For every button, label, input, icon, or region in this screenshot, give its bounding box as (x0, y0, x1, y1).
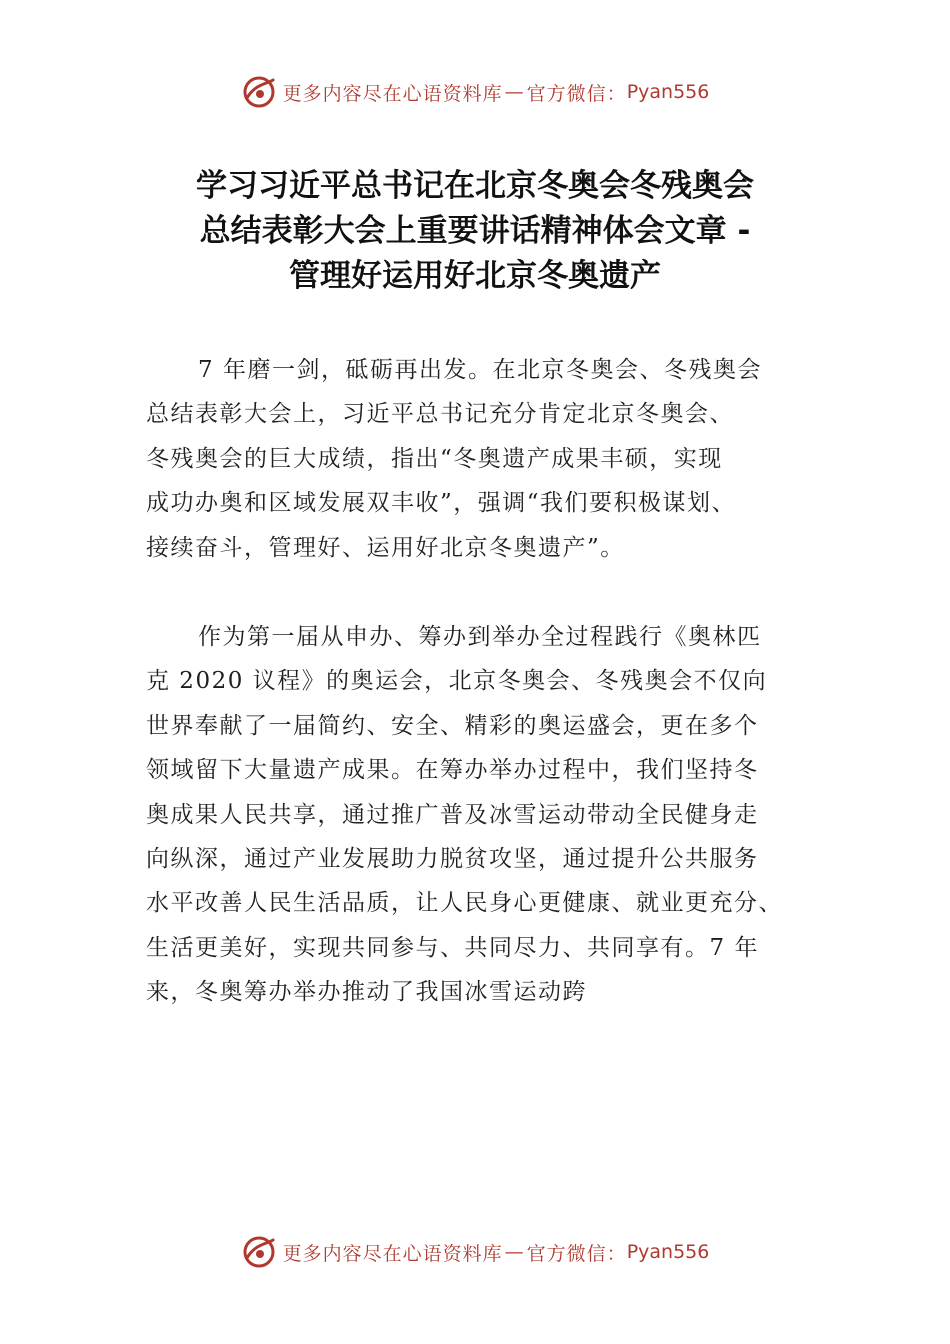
paragraph-line: 接续奋斗，管理好、运用好北京冬奥遗产”。 (146, 534, 625, 561)
footer-watermark (0, 1232, 950, 1272)
watermark-contact-label: 官方微信： (526, 1242, 627, 1265)
paragraph-line: 冬残奥会的巨大成绩，指出“冬奥遗产成果丰硕，实现 (146, 445, 723, 472)
watermark-separator: — (504, 1241, 525, 1263)
header-watermark (0, 72, 950, 112)
body-paragraph-2 (146, 615, 846, 1015)
watermark-contact-label: 官方微信： (526, 82, 627, 105)
watermark-contact-id: Pyan556 (626, 81, 710, 103)
title-line: 学习习近平总书记在北京冬奥会冬残奥会 (196, 168, 754, 204)
paragraph-line: 总结表彰大会上，习近平总书记充分肯定北京冬奥会、 (146, 401, 734, 428)
swirl-logo-icon (241, 1234, 277, 1270)
swirl-logo-icon (241, 74, 277, 110)
watermark-site-text: 更多内容尽在心语资料库 (282, 82, 503, 105)
watermark-separator: — (504, 81, 525, 103)
paragraph-line: 7 年磨一剑，砥砺再出发。在北京冬奥会、冬残奥会 (198, 357, 762, 383)
title-line: 管理好运用好北京冬奥遗产 (289, 258, 661, 294)
body-paragraph-1 (146, 348, 846, 570)
paragraph-line: 来，冬奥筹办举办推动了我国冰雪运动跨 (146, 979, 587, 1006)
watermark-contact-id: Pyan556 (626, 1241, 710, 1263)
watermark-site-text: 更多内容尽在心语资料库 (282, 1242, 503, 1265)
paragraph-line: 世界奉献了一届简约、安全、精彩的奥运盛会，更在多个 (146, 712, 759, 739)
document-title (120, 164, 830, 299)
paragraph-line: 克 2020 议程》的奥运会，北京冬奥会、冬残奥会不仅向 (146, 668, 768, 695)
paragraph-line: 成功办奥和区域发展双丰收”，强调“我们要积极谋划、 (146, 490, 737, 517)
paragraph-line: 生活更美好，实现共同参与、共同尽力、共同享有。7 年 (146, 934, 759, 961)
paragraph-line: 作为第一届从申办、筹办到举办全过程践行《奥林匹 (198, 624, 762, 650)
paragraph-line: 领域留下大量遗产成果。在筹办举办过程中，我们坚持冬 (146, 757, 759, 784)
paragraph-line: 水平改善人民生活品质，让人民身心更健康、就业更充分、 (146, 890, 783, 917)
paragraph-line: 奥成果人民共享，通过推广普及冰雪运动带动全民健身走 (146, 801, 759, 828)
paragraph-line: 向纵深，通过产业发展助力脱贫攻坚，通过提升公共服务 (146, 846, 759, 873)
title-line: 总结表彰大会上重要讲话精神体会文章 - (199, 213, 751, 249)
